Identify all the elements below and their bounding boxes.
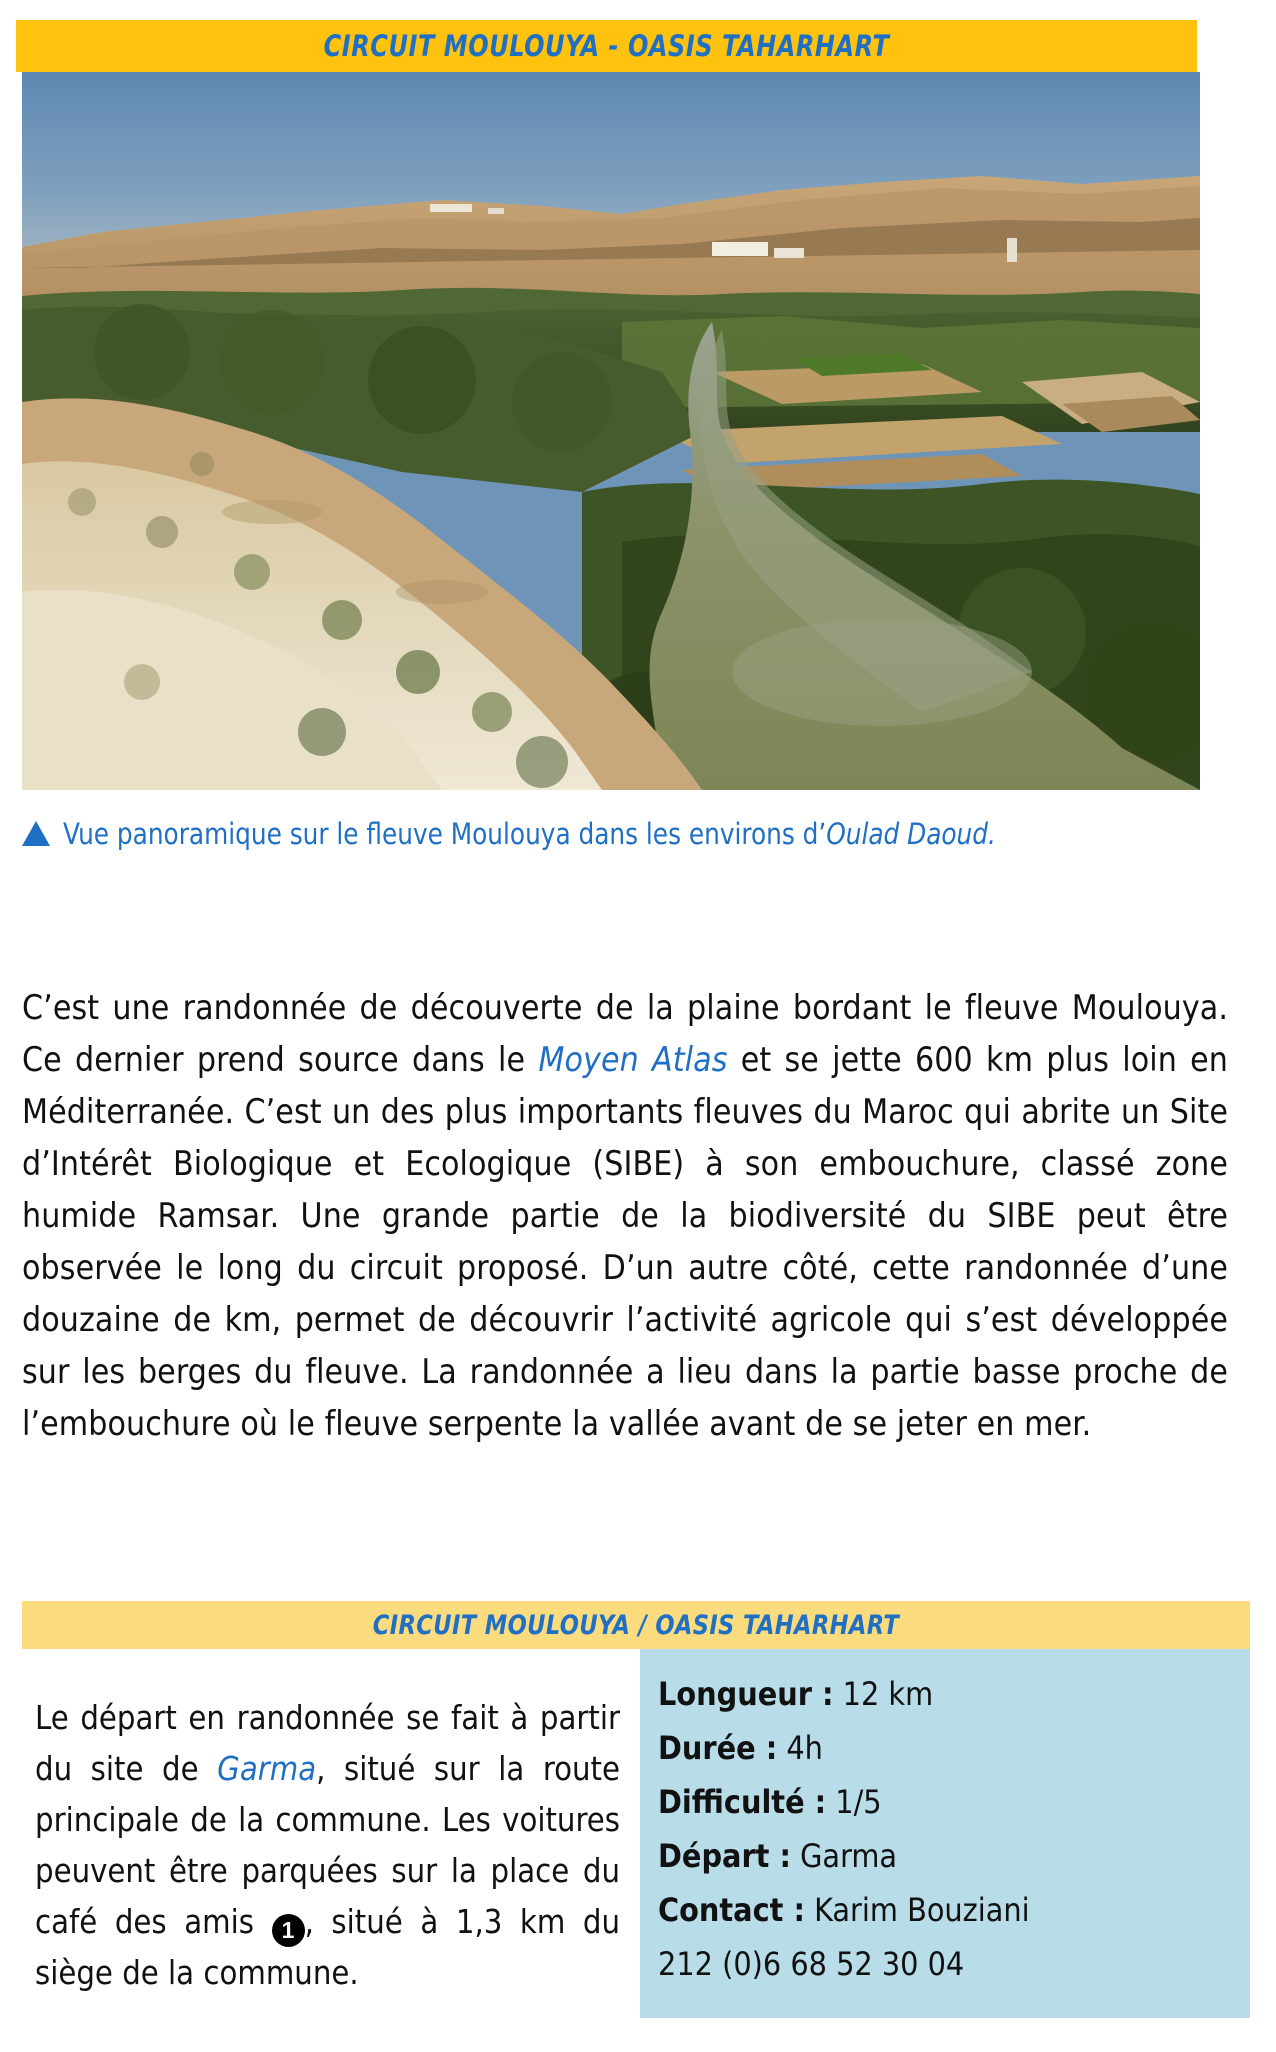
info-value-contact: Karim Bouziani [814,1891,1030,1929]
garma-link[interactable]: Garma [217,1749,317,1788]
info-value-difficulte: 1/5 [835,1783,882,1821]
info-label-contact: Contact : [658,1891,805,1929]
photo-caption [22,818,1252,851]
panorama-photo [22,72,1200,790]
info-label-longueur: Longueur : [658,1675,834,1713]
departure-description [35,1693,620,1999]
waypoint-badge-1: 1 [272,1914,305,1947]
intro-part-1: C’est une randonnée de découverte de la plaine bordant le fleuve Moulouya. Ce dernier prend source dans le [22,987,1228,1079]
info-row-phone[interactable] [658,1937,1250,1991]
circuit-sub-banner [22,1601,1250,1649]
info-row-longueur [658,1667,1250,1721]
photo-illustration [22,72,1200,790]
info-row-duree [658,1721,1250,1775]
intro-paragraph [22,982,1228,1450]
depart-part-3: , situé à 1,3 km du siège de la commune. [35,1902,620,1992]
info-value-duree: 4h [786,1729,823,1767]
info-value-phone[interactable]: 212 (0)6 68 52 30 04 [658,1945,965,1983]
circuit-info-panel [640,1649,1250,2018]
page-title: CIRCUIT MOULOUYA - OASIS TAHARHART [323,29,890,63]
info-row-contact [658,1883,1250,1937]
info-label-duree: Durée : [658,1729,778,1767]
triangle-up-icon [22,821,50,846]
caption-place: Oulad Daoud. [826,817,996,851]
info-row-difficulte [658,1775,1250,1829]
info-label-depart: Départ : [658,1837,791,1875]
photo-caption-text [63,818,996,851]
depart-part-1: Le départ en randonnée se fait à partir du site de [35,1698,620,1788]
info-value-longueur: 12 km [842,1675,934,1713]
depart-part-2: , situé sur la route principale de la commune. Les voitures peuvent être parquées sur la place du café des amis [35,1749,621,1941]
info-label-difficulte: Difficulté : [658,1783,827,1821]
circuit-sub-banner-title: CIRCUIT MOULOUYA / OASIS TAHARHART [372,1609,900,1641]
intro-part-2: et se jette 600 km plus loin en Méditerranée. C’est un des plus importants fleuves du Maroc qui abrite un Site d’Intérêt Biologique et Ecologique (SIBE) à son embouchure, classé zone humide Ramsar. Une grande partie de la biodiversité du SIBE peut être observée le long du circuit proposé. D’un autre côté, cette randonnée d’une douzaine de km, permet de découvrir l’activité agricole qui s’est développée sur les berges du fleuve. La randonnée a lieu dans la partie basse proche de l’embouchure où le fleuve serpente la vallée avant de se jeter en mer. [22,1039,1228,1443]
title-banner [16,20,1197,72]
info-value-depart: Garma [800,1837,898,1875]
moyen-atlas-link[interactable]: Moyen Atlas [538,1039,728,1079]
info-row-depart [658,1829,1250,1883]
caption-plain: Vue panoramique sur le fleuve Moulouya dans les environs d’ [63,817,827,851]
